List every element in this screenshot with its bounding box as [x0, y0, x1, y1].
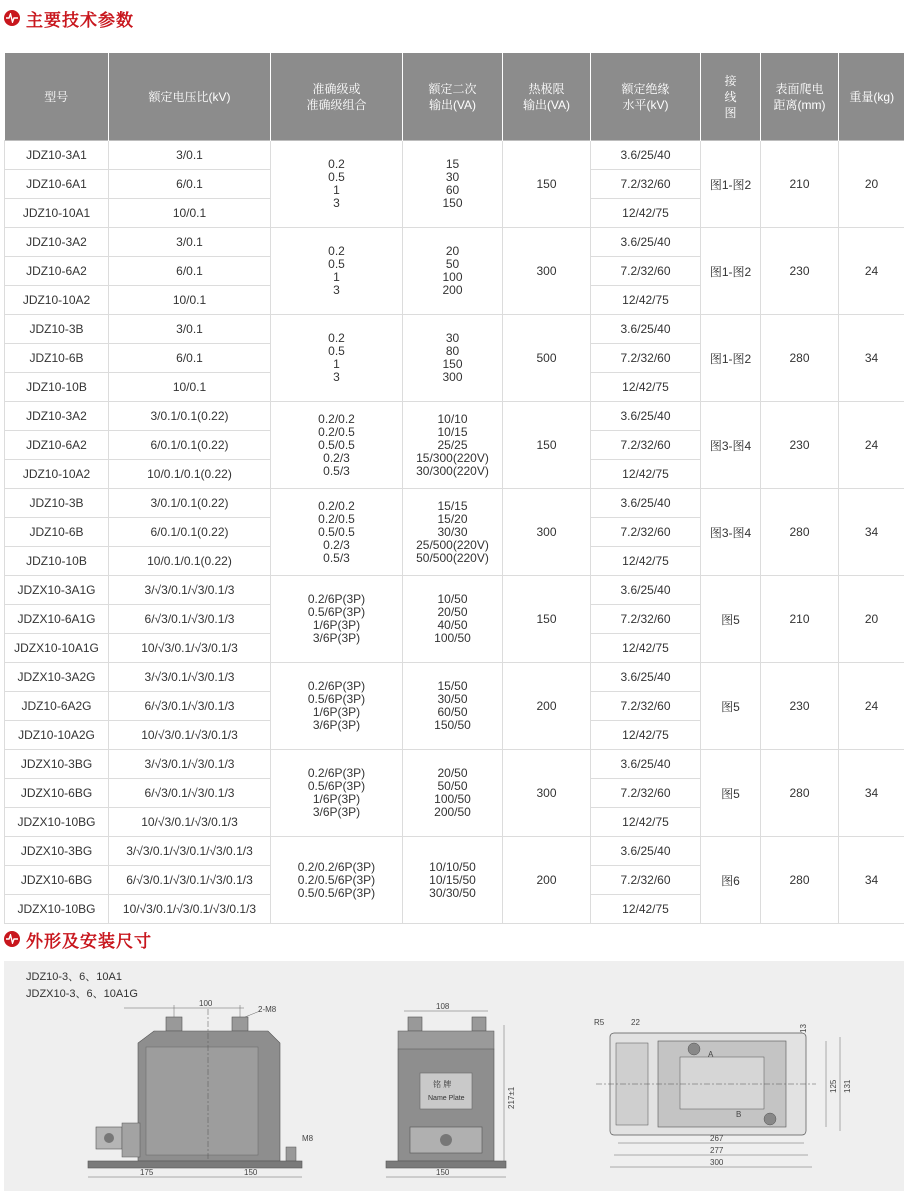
dim-top-r5: R5 [594, 1018, 605, 1027]
insulation-cell: 3.6/25/40 [591, 402, 701, 431]
voltage-ratio-cell: 3/0.1/0.1(0.22) [109, 402, 271, 431]
dim-side-top: 108 [436, 1002, 450, 1011]
drawings-svg [4, 961, 904, 1191]
model-cell: JDZ10-10A2G [5, 721, 109, 750]
thermal-output-cell: 300 [503, 489, 591, 576]
accuracy-cell: 0.2 0.5 1 3 [271, 141, 403, 228]
table-row [5, 663, 904, 692]
insulation-cell: 7.2/32/60 [591, 866, 701, 895]
model-cell: JDZX10-3BG [5, 837, 109, 866]
model-cell: JDZX10-6BG [5, 866, 109, 895]
weight-cell: 24 [839, 402, 904, 489]
insulation-cell: 12/42/75 [591, 547, 701, 576]
dim-top-13: 13 [799, 1024, 808, 1033]
accuracy-cell: 0.2/0.2/6P(3P) 0.2/0.5/6P(3P) 0.5/0.5/6P(3P) [271, 837, 403, 924]
table-row [5, 489, 904, 518]
thermal-output-cell: 300 [503, 750, 591, 837]
wiring-diagram-cell: 图5 [701, 576, 761, 663]
voltage-ratio-cell: 6/√3/0.1/√3/0.1/3 [109, 779, 271, 808]
pulse-icon [4, 931, 20, 947]
dim-top-267: 267 [710, 1134, 724, 1143]
creepage-cell: 230 [761, 402, 839, 489]
nameplate-cn: 铭 牌 [433, 1080, 452, 1089]
rated-output-cell: 10/10 10/15 25/25 15/300(220V) 30/300(220V) [403, 402, 503, 489]
model-cell: JDZX10-10A1G [5, 634, 109, 663]
model-cell: JDZX10-3A1G [5, 576, 109, 605]
table-row [5, 576, 904, 605]
voltage-ratio-cell: 3/0.1/0.1(0.22) [109, 489, 271, 518]
model-cell: JDZX10-3A2G [5, 663, 109, 692]
creepage-cell: 230 [761, 228, 839, 315]
voltage-ratio-cell: 10/0.1/0.1(0.22) [109, 460, 271, 489]
thermal-output-cell: 200 [503, 837, 591, 924]
creepage-cell: 280 [761, 489, 839, 576]
voltage-ratio-cell: 3/√3/0.1/√3/0.1/3 [109, 750, 271, 779]
insulation-cell: 3.6/25/40 [591, 489, 701, 518]
insulation-cell: 3.6/25/40 [591, 837, 701, 866]
table-row [5, 141, 904, 170]
thermal-output-cell: 200 [503, 663, 591, 750]
side-view-drawing [386, 1002, 516, 1177]
pulse-icon [4, 10, 20, 26]
terminal-b-label: B [736, 1110, 742, 1119]
voltage-ratio-cell: 3/0.1 [109, 228, 271, 257]
model-cell: JDZ10-3B [5, 315, 109, 344]
rated-output-cell: 15/50 30/50 60/50 150/50 [403, 663, 503, 750]
rated-output-cell: 10/50 20/50 40/50 100/50 [403, 576, 503, 663]
section-heading-specs [4, 5, 134, 31]
weight-cell: 34 [839, 489, 904, 576]
voltage-ratio-cell: 6/√3/0.1/√3/0.1/3 [109, 692, 271, 721]
insulation-cell: 3.6/25/40 [591, 228, 701, 257]
model-cell: JDZ10-6B [5, 518, 109, 547]
insulation-cell: 3.6/25/40 [591, 315, 701, 344]
table-row [5, 402, 904, 431]
model-cell: JDZX10-6BG [5, 779, 109, 808]
model-cell: JDZ10-3B [5, 489, 109, 518]
voltage-ratio-cell: 6/0.1/0.1(0.22) [109, 431, 271, 460]
accuracy-cell: 0.2 0.5 1 3 [271, 315, 403, 402]
table-row [5, 315, 904, 344]
dim-side-height: 217±1 [507, 1086, 516, 1109]
insulation-cell: 3.6/25/40 [591, 750, 701, 779]
creepage-cell: 230 [761, 663, 839, 750]
thermal-output-cell: 150 [503, 402, 591, 489]
insulation-cell: 7.2/32/60 [591, 605, 701, 634]
model-cell: JDZX10-3BG [5, 750, 109, 779]
weight-cell: 34 [839, 750, 904, 837]
dim-front-m8: M8 [302, 1134, 314, 1143]
accuracy-cell: 0.2/6P(3P) 0.5/6P(3P) 1/6P(3P) 3/6P(3P) [271, 663, 403, 750]
voltage-ratio-cell: 3/√3/0.1/√3/0.1/3 [109, 576, 271, 605]
insulation-cell: 12/42/75 [591, 460, 701, 489]
voltage-ratio-cell: 10/√3/0.1/√3/0.1/√3/0.1/3 [109, 895, 271, 924]
dim-top-277: 277 [710, 1146, 724, 1155]
column-header: 额定绝缘 水平(kV) [591, 53, 701, 141]
insulation-cell: 3.6/25/40 [591, 663, 701, 692]
model-cell: JDZX10-10BG [5, 895, 109, 924]
creepage-cell: 210 [761, 576, 839, 663]
model-cell: JDZ10-6A2 [5, 431, 109, 460]
table-header-row [5, 53, 904, 141]
dim-top-131: 131 [843, 1079, 852, 1093]
voltage-ratio-cell: 10/0.1 [109, 199, 271, 228]
creepage-cell: 280 [761, 750, 839, 837]
insulation-cell: 12/42/75 [591, 199, 701, 228]
insulation-cell: 7.2/32/60 [591, 170, 701, 199]
insulation-cell: 12/42/75 [591, 808, 701, 837]
insulation-cell: 12/42/75 [591, 286, 701, 315]
top-view-drawing [594, 1018, 852, 1167]
table-row [5, 837, 904, 866]
voltage-ratio-cell: 6/0.1 [109, 170, 271, 199]
voltage-ratio-cell: 10/√3/0.1/√3/0.1/3 [109, 634, 271, 663]
column-header: 额定电压比(kV) [109, 53, 271, 141]
insulation-cell: 12/42/75 [591, 721, 701, 750]
weight-cell: 20 [839, 141, 904, 228]
rated-output-cell: 15/15 15/20 30/30 25/500(220V) 50/500(220V) [403, 489, 503, 576]
insulation-cell: 7.2/32/60 [591, 692, 701, 721]
accuracy-cell: 0.2/6P(3P) 0.5/6P(3P) 1/6P(3P) 3/6P(3P) [271, 750, 403, 837]
thermal-output-cell: 500 [503, 315, 591, 402]
wiring-diagram-cell: 图1-图2 [701, 141, 761, 228]
dim-side-bottom: 150 [436, 1168, 450, 1177]
dim-top-125: 125 [829, 1079, 838, 1093]
wiring-diagram-cell: 图1-图2 [701, 315, 761, 402]
column-header: 准确级或 准确级组合 [271, 53, 403, 141]
voltage-ratio-cell: 10/0.1 [109, 286, 271, 315]
insulation-cell: 12/42/75 [591, 373, 701, 402]
dim-front-top: 100 [199, 999, 213, 1008]
thermal-output-cell: 300 [503, 228, 591, 315]
insulation-cell: 12/42/75 [591, 634, 701, 663]
insulation-cell: 7.2/32/60 [591, 344, 701, 373]
creepage-cell: 210 [761, 141, 839, 228]
column-header: 表面爬电 距离(mm) [761, 53, 839, 141]
column-header: 接 线 图 [701, 53, 761, 141]
spec-table [4, 53, 904, 924]
wiring-diagram-cell: 图5 [701, 663, 761, 750]
voltage-ratio-cell: 3/√3/0.1/√3/0.1/√3/0.1/3 [109, 837, 271, 866]
voltage-ratio-cell: 6/0.1/0.1(0.22) [109, 518, 271, 547]
section-title: 外形及安装尺寸 [26, 931, 152, 952]
weight-cell: 24 [839, 228, 904, 315]
drawing-model: JDZX10-3、6、10A1G [26, 988, 138, 1000]
model-cell: JDZ10-6A1 [5, 170, 109, 199]
voltage-ratio-cell: 10/0.1/0.1(0.22) [109, 547, 271, 576]
model-cell: JDZ10-10B [5, 547, 109, 576]
voltage-ratio-cell: 3/0.1 [109, 141, 271, 170]
insulation-cell: 7.2/32/60 [591, 257, 701, 286]
weight-cell: 34 [839, 837, 904, 924]
dim-top-300: 300 [710, 1158, 724, 1167]
model-cell: JDZ10-10B [5, 373, 109, 402]
wiring-diagram-cell: 图6 [701, 837, 761, 924]
dim-front-right: 150 [244, 1168, 258, 1177]
model-cell: JDZ10-10A2 [5, 286, 109, 315]
wiring-diagram-cell: 图3-图4 [701, 402, 761, 489]
rated-output-cell: 10/10/50 10/15/50 30/30/50 [403, 837, 503, 924]
column-header: 热极限 输出(VA) [503, 53, 591, 141]
model-cell: JDZ10-6A2G [5, 692, 109, 721]
wiring-diagram-cell: 图3-图4 [701, 489, 761, 576]
section-title: 主要技术参数 [26, 10, 134, 31]
model-cell: JDZ10-3A2 [5, 402, 109, 431]
voltage-ratio-cell: 10/√3/0.1/√3/0.1/3 [109, 721, 271, 750]
creepage-cell: 280 [761, 315, 839, 402]
insulation-cell: 7.2/32/60 [591, 431, 701, 460]
rated-output-cell: 20 50 100 200 [403, 228, 503, 315]
table-row [5, 228, 904, 257]
weight-cell: 34 [839, 315, 904, 402]
thermal-output-cell: 150 [503, 576, 591, 663]
dim-front-left: 175 [140, 1168, 154, 1177]
voltage-ratio-cell: 10/√3/0.1/√3/0.1/3 [109, 808, 271, 837]
insulation-cell: 7.2/32/60 [591, 779, 701, 808]
voltage-ratio-cell: 10/0.1 [109, 373, 271, 402]
voltage-ratio-cell: 3/0.1 [109, 315, 271, 344]
accuracy-cell: 0.2/0.2 0.2/0.5 0.5/0.5 0.2/3 0.5/3 [271, 402, 403, 489]
rated-output-cell: 30 80 150 300 [403, 315, 503, 402]
drawing-model: JDZ10-3、6、10A1 [26, 971, 122, 983]
rated-output-cell: 20/50 50/50 100/50 200/50 [403, 750, 503, 837]
accuracy-cell: 0.2 0.5 1 3 [271, 228, 403, 315]
voltage-ratio-cell: 6/0.1 [109, 257, 271, 286]
model-cell: JDZ10-6A2 [5, 257, 109, 286]
creepage-cell: 280 [761, 837, 839, 924]
model-cell: JDZ10-6B [5, 344, 109, 373]
voltage-ratio-cell: 6/√3/0.1/√3/0.1/√3/0.1/3 [109, 866, 271, 895]
dim-front-bolt: 2-M8 [258, 1005, 277, 1014]
insulation-cell: 3.6/25/40 [591, 141, 701, 170]
rated-output-cell: 15 30 60 150 [403, 141, 503, 228]
thermal-output-cell: 150 [503, 141, 591, 228]
front-view-drawing [88, 999, 314, 1177]
column-header: 重量(kg) [839, 53, 904, 141]
model-cell: JDZ10-3A1 [5, 141, 109, 170]
insulation-cell: 3.6/25/40 [591, 576, 701, 605]
column-header: 额定二次 输出(VA) [403, 53, 503, 141]
column-header: 型号 [5, 53, 109, 141]
accuracy-cell: 0.2/6P(3P) 0.5/6P(3P) 1/6P(3P) 3/6P(3P) [271, 576, 403, 663]
model-cell: JDZ10-3A2 [5, 228, 109, 257]
accuracy-cell: 0.2/0.2 0.2/0.5 0.5/0.5 0.2/3 0.5/3 [271, 489, 403, 576]
dim-top-22: 22 [631, 1018, 640, 1027]
wiring-diagram-cell: 图5 [701, 750, 761, 837]
wiring-diagram-cell: 图1-图2 [701, 228, 761, 315]
voltage-ratio-cell: 3/√3/0.1/√3/0.1/3 [109, 663, 271, 692]
model-cell: JDZX10-6A1G [5, 605, 109, 634]
insulation-cell: 12/42/75 [591, 895, 701, 924]
model-cell: JDZ10-10A2 [5, 460, 109, 489]
weight-cell: 20 [839, 576, 904, 663]
dimension-drawings [4, 961, 904, 1191]
section-heading-dimensions [4, 926, 152, 952]
weight-cell: 24 [839, 663, 904, 750]
model-cell: JDZ10-10A1 [5, 199, 109, 228]
model-cell: JDZX10-10BG [5, 808, 109, 837]
nameplate-en: Name Plate [428, 1095, 465, 1102]
table-row [5, 750, 904, 779]
terminal-a-label: A [708, 1050, 714, 1059]
insulation-cell: 7.2/32/60 [591, 518, 701, 547]
voltage-ratio-cell: 6/√3/0.1/√3/0.1/3 [109, 605, 271, 634]
voltage-ratio-cell: 6/0.1 [109, 344, 271, 373]
